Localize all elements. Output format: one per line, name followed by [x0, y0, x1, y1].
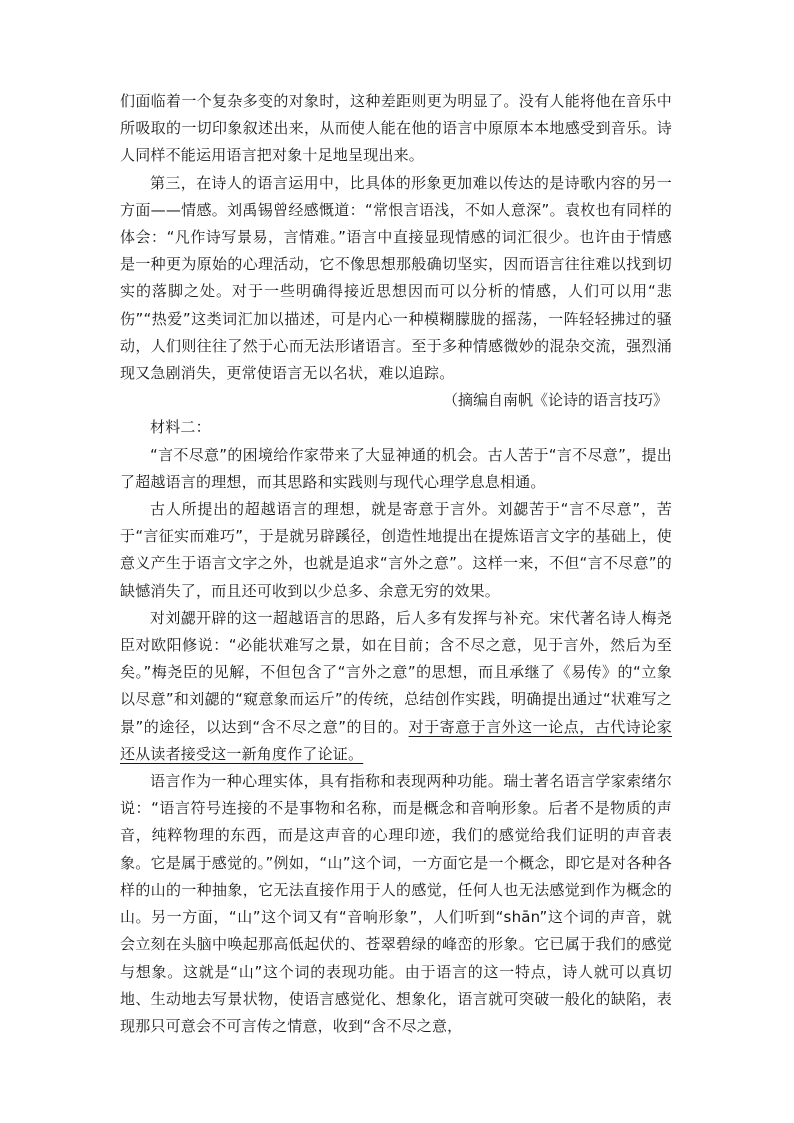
paragraph-5 [120, 605, 672, 768]
underlined-sentence: 对于寄意于言外这一论点，古代诗论家还从读者接受这一新角度作了论证。 [120, 717, 672, 763]
material-2-heading: 材料二： [150, 418, 211, 437]
article-body [120, 88, 672, 1040]
paragraph-6: 语言作为一种心理实体，具有指称和表现两种功能。瑞士著名语言学家索绪尔说：“语言符号连接的不是事物和名称，而是概念和音响形象。后者不是物质的声音，纯粹物理的东西，而是这声音的心理印迹，我们的感觉给我们证明的声音表象。它是属于感觉的。”例如，“山”这个词，一方面它是一个概念，即它是对各种各样的山的一种抽象，它无法直接作用于人的感觉，任何人也无法感觉到作为概念的山。另一方面，“山”这个词又有“音响形象”，人们听到“shān”这个词的声音，就会立刻在头脑中唤起那高低起伏的、苍翠碧绿的峰峦的形象。它已属于我们的感觉与想象。这就是“山”这个词的表现功能。由于语言的这一特点，诗人就可以真切地、生动地去写景状物，使语言感觉化、想象化，语言就可突破一般化的缺陷，表现那只可意会不可言传之情意，收到“含不尽之意， [120, 772, 672, 1035]
paragraph-4: 古人所提出的超越语言的理想，就是寄意于言外。刘勰苦于“言不尽意”，苦于“言征实而难巧”，于是就另辟蹊径，创造性地提出在提炼语言文字的基础上，使意义产生于语言文字之外，也就是追求“言外之意”。这样一来，不但“言不尽意”的缺憾消失了，而且还可收到以少总多、余意无穷的效果。 [120, 500, 673, 600]
paragraph-2: 第三，在诗人的语言运用中，比具体的形象更加难以传达的是诗歌内容的另一方面——情感。刘禹锡曾经感慨道：“常恨言语浅，不如人意深”。袁枚也有同样的体会：“凡作诗写景易，言情难。”语言中直接显现情感的词汇很少。也许由于情感是一种更为原始的心理活动，它不像思想那般确切坚实，因而语言往往难以找到切实的落脚之处。对于一些明确得接近思想因而可以分析的情感，人们可以用“悲伤”“热爱”这类词汇加以描述，可是内心一种模糊朦胧的摇荡，一阵轻轻拂过的骚动，人们则往往了然于心而无法形诸语言。至于多种情感微妙的混杂交流，强烈涌现又急剧消失，更常使语言无以名状，难以追踪。 [120, 173, 672, 383]
paragraph-1: 们面临着一个复杂多变的对象时，这种差距则更为明显了。没有人能将他在音乐中所吸取的一切印象叙述出来，从而使人能在他的语言中原原本本地感受到音乐。诗人同样不能运用语言把对象十足地呈现出来。 [120, 92, 672, 165]
paragraph-5-text: 对刘勰开辟的这一超越语言的思路，后人多有发挥与补充。宋代著名诗人梅尧臣对欧阳修说：“必能状难写之景，如在目前；含不尽之意，见于言外，然后为至矣。”梅尧臣的见解，不但包含了“言外之意”的思想，而且承继了《易传》的“立象以尽意”和刘勰的“窥意象而运斤”的传统，总结创作实践，明确提出通过“状难写之景”的途径，以达到“含不尽之意”的目的。 [120, 608, 672, 736]
paragraph-3: “言不尽意”的困境给作家带来了大显神通的机会。古人苦于“言不尽意”，提出了超越语言的理想，而其思路和实践则与现代心理学息息相通。 [120, 445, 672, 491]
source-citation: （摘编自南帆《论诗的语言技巧》 [442, 391, 668, 410]
